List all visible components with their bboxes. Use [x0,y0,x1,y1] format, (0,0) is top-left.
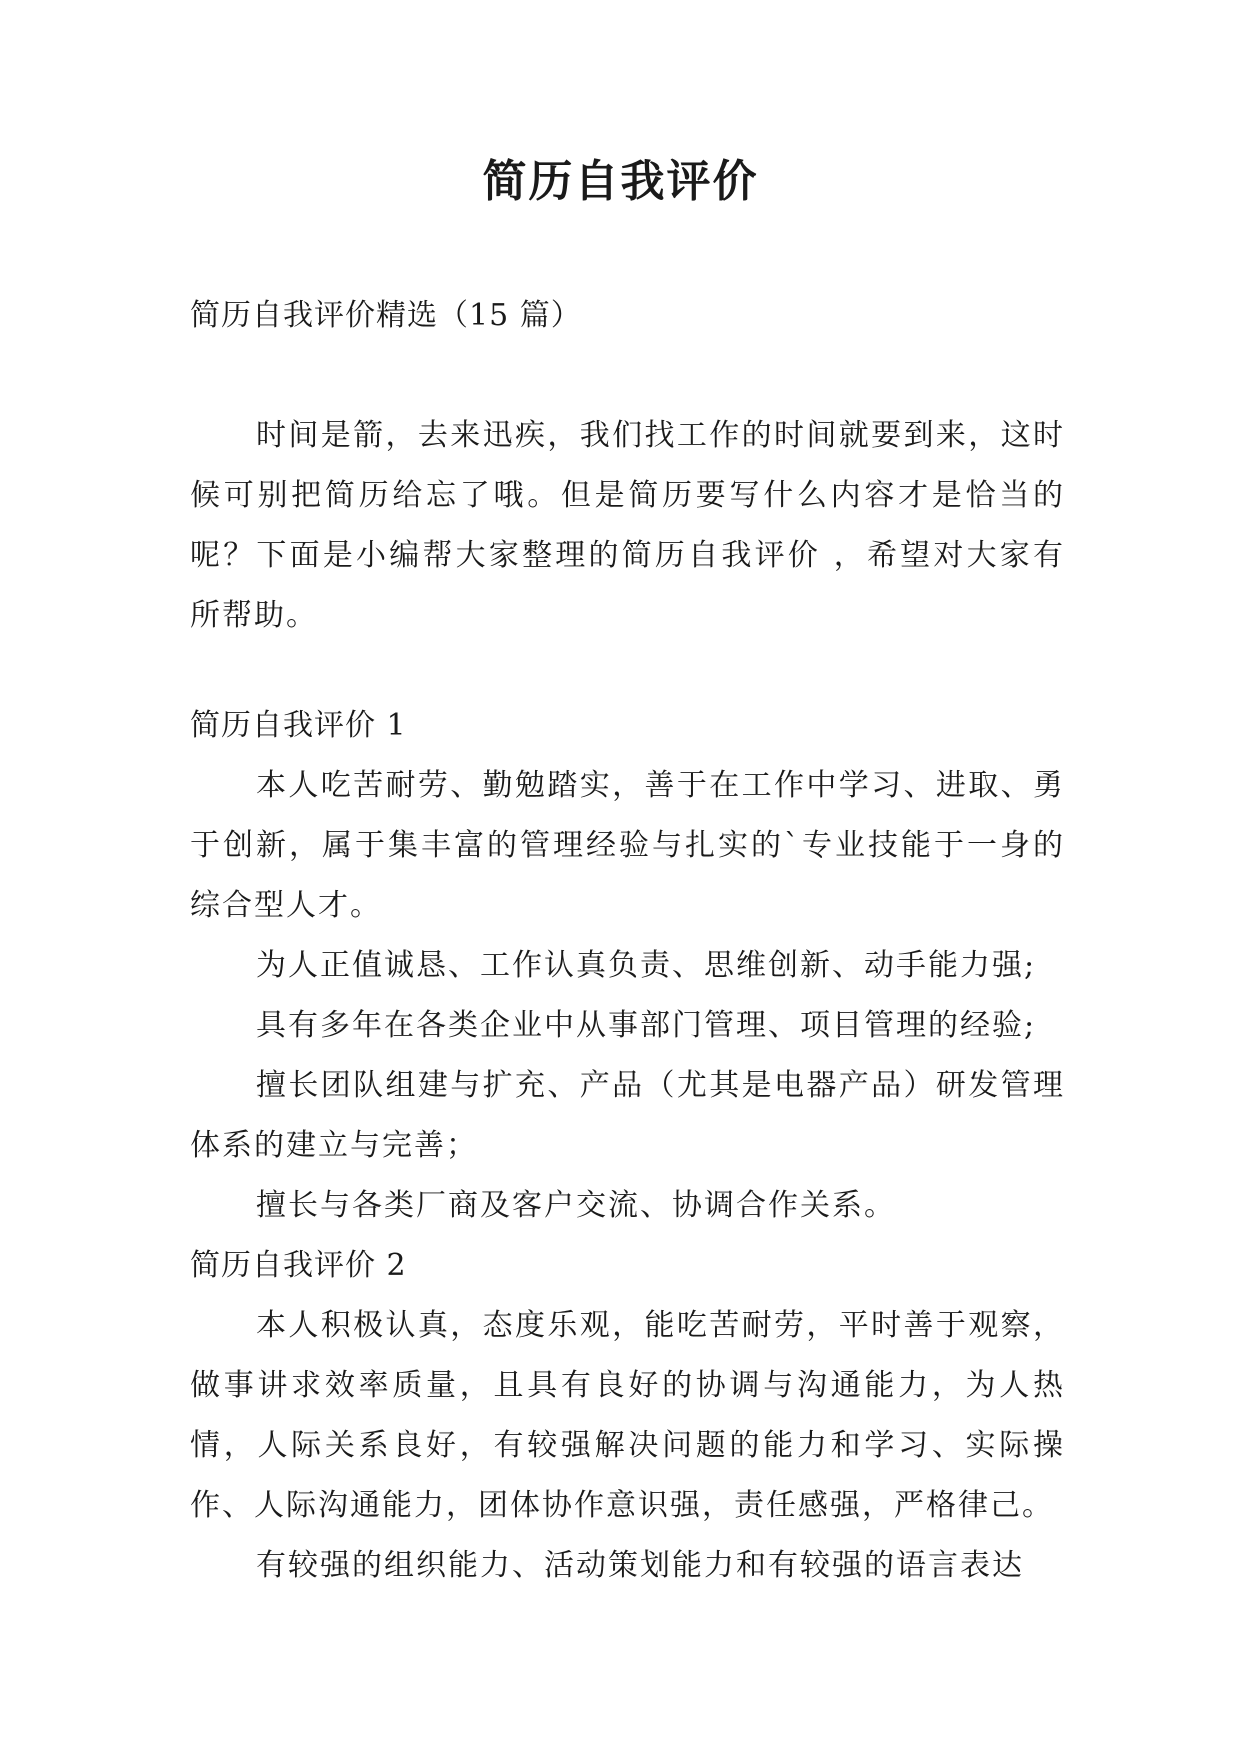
section-1-paragraph: 为人正值诚恳、工作认真负责、思维创新、动手能力强; [256,948,1037,983]
section-heading-1: 简历自我评价 1 [190,708,407,743]
section-1-paragraph: 具有多年在各类企业中从事部门管理、项目管理的经验; [256,1008,1037,1043]
section-1-paragraph: 擅长与各类厂商及客户交流、协调合作关系。 [256,1188,896,1223]
document-body [190,406,1065,1596]
section-heading-2: 简历自我评价 2 [190,1248,407,1283]
section-1-paragraph: 本人吃苦耐劳、勤勉踏实，善于在工作中学习、进取、勇于创新，属于集丰富的管理经验与扎实的`专业技能于一身的综合型人才。 [190,768,1065,923]
document-subtitle: 简历自我评价精选（15 篇） [190,298,582,333]
intro-paragraph: 时间是箭，去来迅疾，我们找工作的时间就要到来，这时候可别把简历给忘了哦。但是简历要写什么内容才是恰当的呢？下面是小编帮大家整理的简历自我评价 ，希望对大家有所帮助。 [190,418,1065,633]
section-2-paragraph: 有较强的组织能力、活动策划能力和有较强的语言表达 [256,1548,1024,1583]
section-2-paragraph: 本人积极认真，态度乐观，能吃苦耐劳，平时善于观察，做事讲求效率质量，且具有良好的协调与沟通能力，为人热情，人际关系良好，有较强解决问题的能力和学习、实际操作、人际沟通能力，团体协作意识强，责任感强，严格律己。 [190,1308,1065,1523]
document-title: 简历自我评价 [482,156,759,207]
section-1-paragraph: 擅长团队组建与扩充、产品（尤其是电器产品）研发管理体系的建立与完善； [190,1068,1065,1163]
